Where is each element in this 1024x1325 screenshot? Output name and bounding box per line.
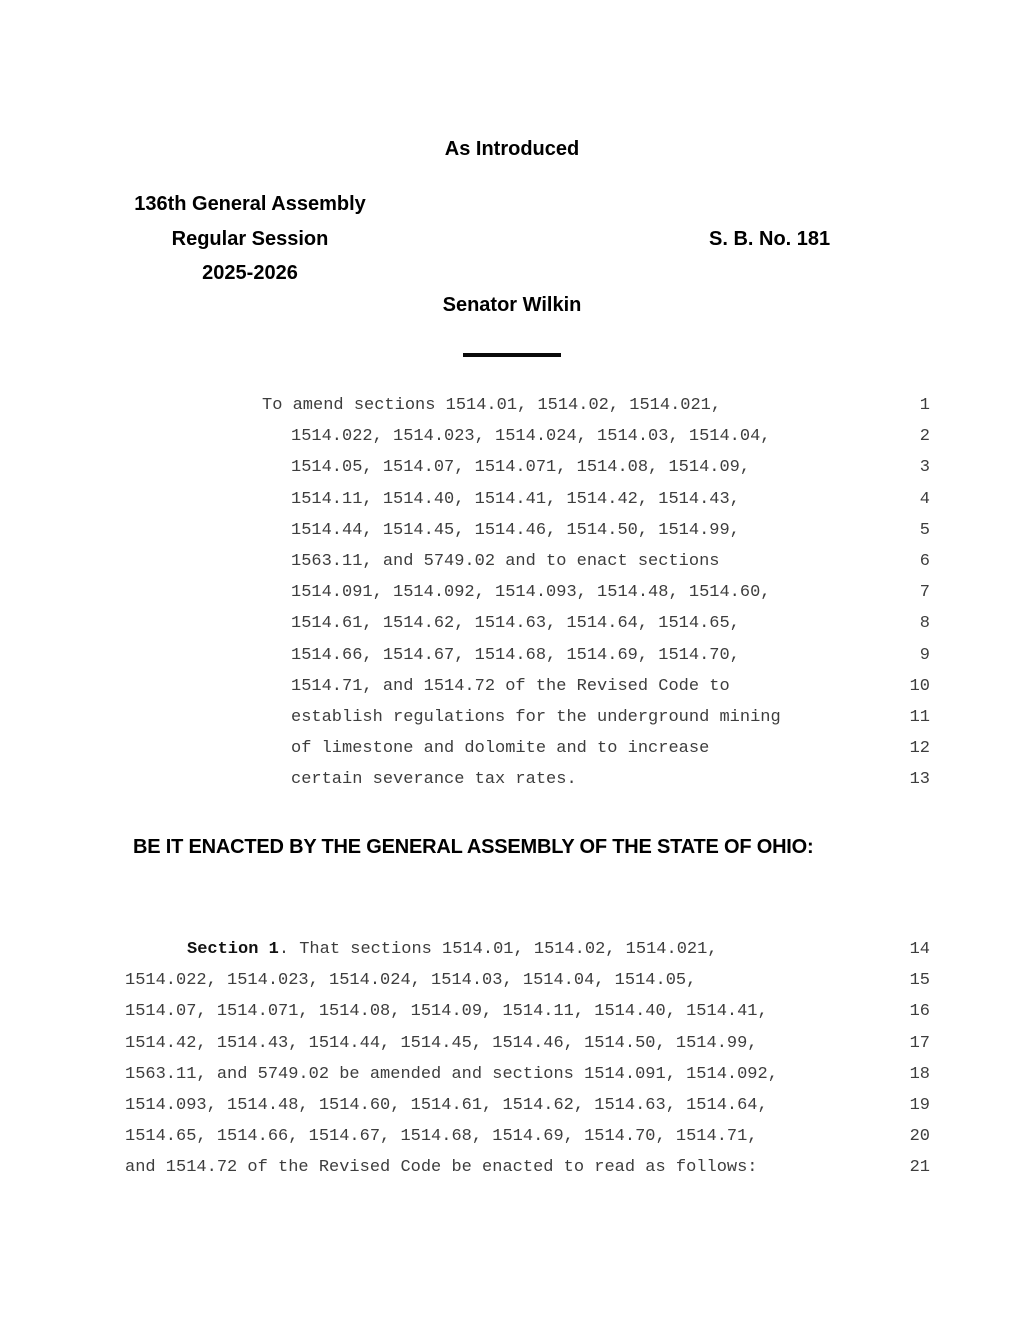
line-text: 1514.71, and 1514.72 of the Revised Code to xyxy=(291,676,730,696)
section1-line xyxy=(0,996,1024,1027)
line-number: 12 xyxy=(909,739,930,759)
line-text: and 1514.72 of the Revised Code be enacted to read as follows: xyxy=(125,1158,758,1178)
preamble-line xyxy=(0,546,1024,577)
line-number: 19 xyxy=(909,1095,930,1115)
general-assembly: 136th General Assembly xyxy=(134,193,366,215)
line-number: 17 xyxy=(909,1033,930,1053)
preamble-line xyxy=(0,577,1024,608)
section1-line xyxy=(0,1090,1024,1121)
line-text: 1563.11, and 5749.02 and to enact sections xyxy=(291,551,720,571)
section1-line xyxy=(0,1028,1024,1059)
line-number: 13 xyxy=(909,770,930,790)
line-number: 18 xyxy=(909,1064,930,1084)
preamble-line xyxy=(0,421,1024,452)
preamble-line xyxy=(0,702,1024,733)
line-number: 3 xyxy=(919,458,930,478)
preamble-line xyxy=(0,671,1024,702)
preamble-line xyxy=(0,484,1024,515)
section1-line xyxy=(0,1152,1024,1183)
preamble-line xyxy=(0,608,1024,639)
line-text: 1514.44, 1514.45, 1514.46, 1514.50, 1514.99, xyxy=(291,520,740,540)
line-text: 1514.11, 1514.40, 1514.41, 1514.42, 1514.43, xyxy=(291,489,740,509)
line-text: 1514.022, 1514.023, 1514.024, 1514.03, 1514.04, 1514.05, xyxy=(125,971,697,991)
preamble-line xyxy=(0,390,1024,421)
section-heading-rest: . That sections 1514.01, 1514.02, 1514.021, xyxy=(278,940,718,959)
line-number: 11 xyxy=(909,707,930,727)
enacting-clause: BE IT ENACTED BY THE GENERAL ASSEMBLY OF THE STATE OF OHIO: xyxy=(133,836,814,858)
header-divider xyxy=(463,353,561,357)
line-text: 1514.61, 1514.62, 1514.63, 1514.64, 1514.65, xyxy=(291,614,740,634)
section1-line xyxy=(0,1059,1024,1090)
line-number: 4 xyxy=(919,489,930,509)
section1-line xyxy=(0,965,1024,996)
bill-number: S. B. No. 181 xyxy=(709,228,831,250)
line-number: 10 xyxy=(909,676,930,696)
section1-block xyxy=(0,934,1024,1184)
line-number: 20 xyxy=(909,1127,930,1147)
line-number: 7 xyxy=(919,583,930,603)
preamble-block xyxy=(0,390,1024,795)
preamble-line xyxy=(0,452,1024,483)
line-number: 5 xyxy=(919,520,930,540)
line-text: of limestone and dolomite and to increase xyxy=(291,739,710,759)
line-text: 1514.05, 1514.07, 1514.071, 1514.08, 1514.09, xyxy=(291,458,751,478)
line-text xyxy=(187,934,718,965)
line-text: To amend sections 1514.01, 1514.02, 1514.021, xyxy=(262,396,722,415)
section1-line xyxy=(0,1121,1024,1152)
line-number: 21 xyxy=(909,1158,930,1178)
line-number: 16 xyxy=(909,1002,930,1022)
line-text: 1514.093, 1514.48, 1514.60, 1514.61, 1514.62, 1514.63, 1514.64, xyxy=(125,1095,768,1115)
session-label: Regular Session xyxy=(171,228,329,250)
line-text: 1514.022, 1514.023, 1514.024, 1514.03, 1514.04, xyxy=(291,427,771,447)
line-number: 1 xyxy=(919,396,930,415)
session-years: 2025-2026 xyxy=(202,262,298,284)
preamble-line xyxy=(0,515,1024,546)
line-text: 1514.091, 1514.092, 1514.093, 1514.48, 1514.60, xyxy=(291,583,771,603)
line-number: 14 xyxy=(909,940,930,959)
bill-status: As Introduced xyxy=(444,138,580,160)
line-text: establish regulations for the underground mining xyxy=(291,707,781,727)
line-text: 1514.07, 1514.071, 1514.08, 1514.09, 1514.11, 1514.40, 1514.41, xyxy=(125,1002,768,1022)
section-number-label: Section 1 xyxy=(187,940,279,959)
preamble-line xyxy=(0,640,1024,671)
sponsor-name: Senator Wilkin xyxy=(442,294,582,316)
preamble-line xyxy=(0,733,1024,764)
line-number: 8 xyxy=(919,614,930,634)
line-text: certain severance tax rates. xyxy=(291,770,577,790)
line-text: 1514.65, 1514.66, 1514.67, 1514.68, 1514.69, 1514.70, 1514.71, xyxy=(125,1127,758,1147)
line-text: 1514.42, 1514.43, 1514.44, 1514.45, 1514.46, 1514.50, 1514.99, xyxy=(125,1033,758,1053)
line-text: 1514.66, 1514.67, 1514.68, 1514.69, 1514.70, xyxy=(291,645,740,665)
line-number: 6 xyxy=(919,551,930,571)
line-number: 15 xyxy=(909,971,930,991)
section1-heading-line xyxy=(0,934,1024,965)
line-number: 9 xyxy=(919,645,930,665)
line-number: 2 xyxy=(919,427,930,447)
line-text: 1563.11, and 5749.02 be amended and sections 1514.091, 1514.092, xyxy=(125,1064,778,1084)
preamble-line xyxy=(0,764,1024,795)
